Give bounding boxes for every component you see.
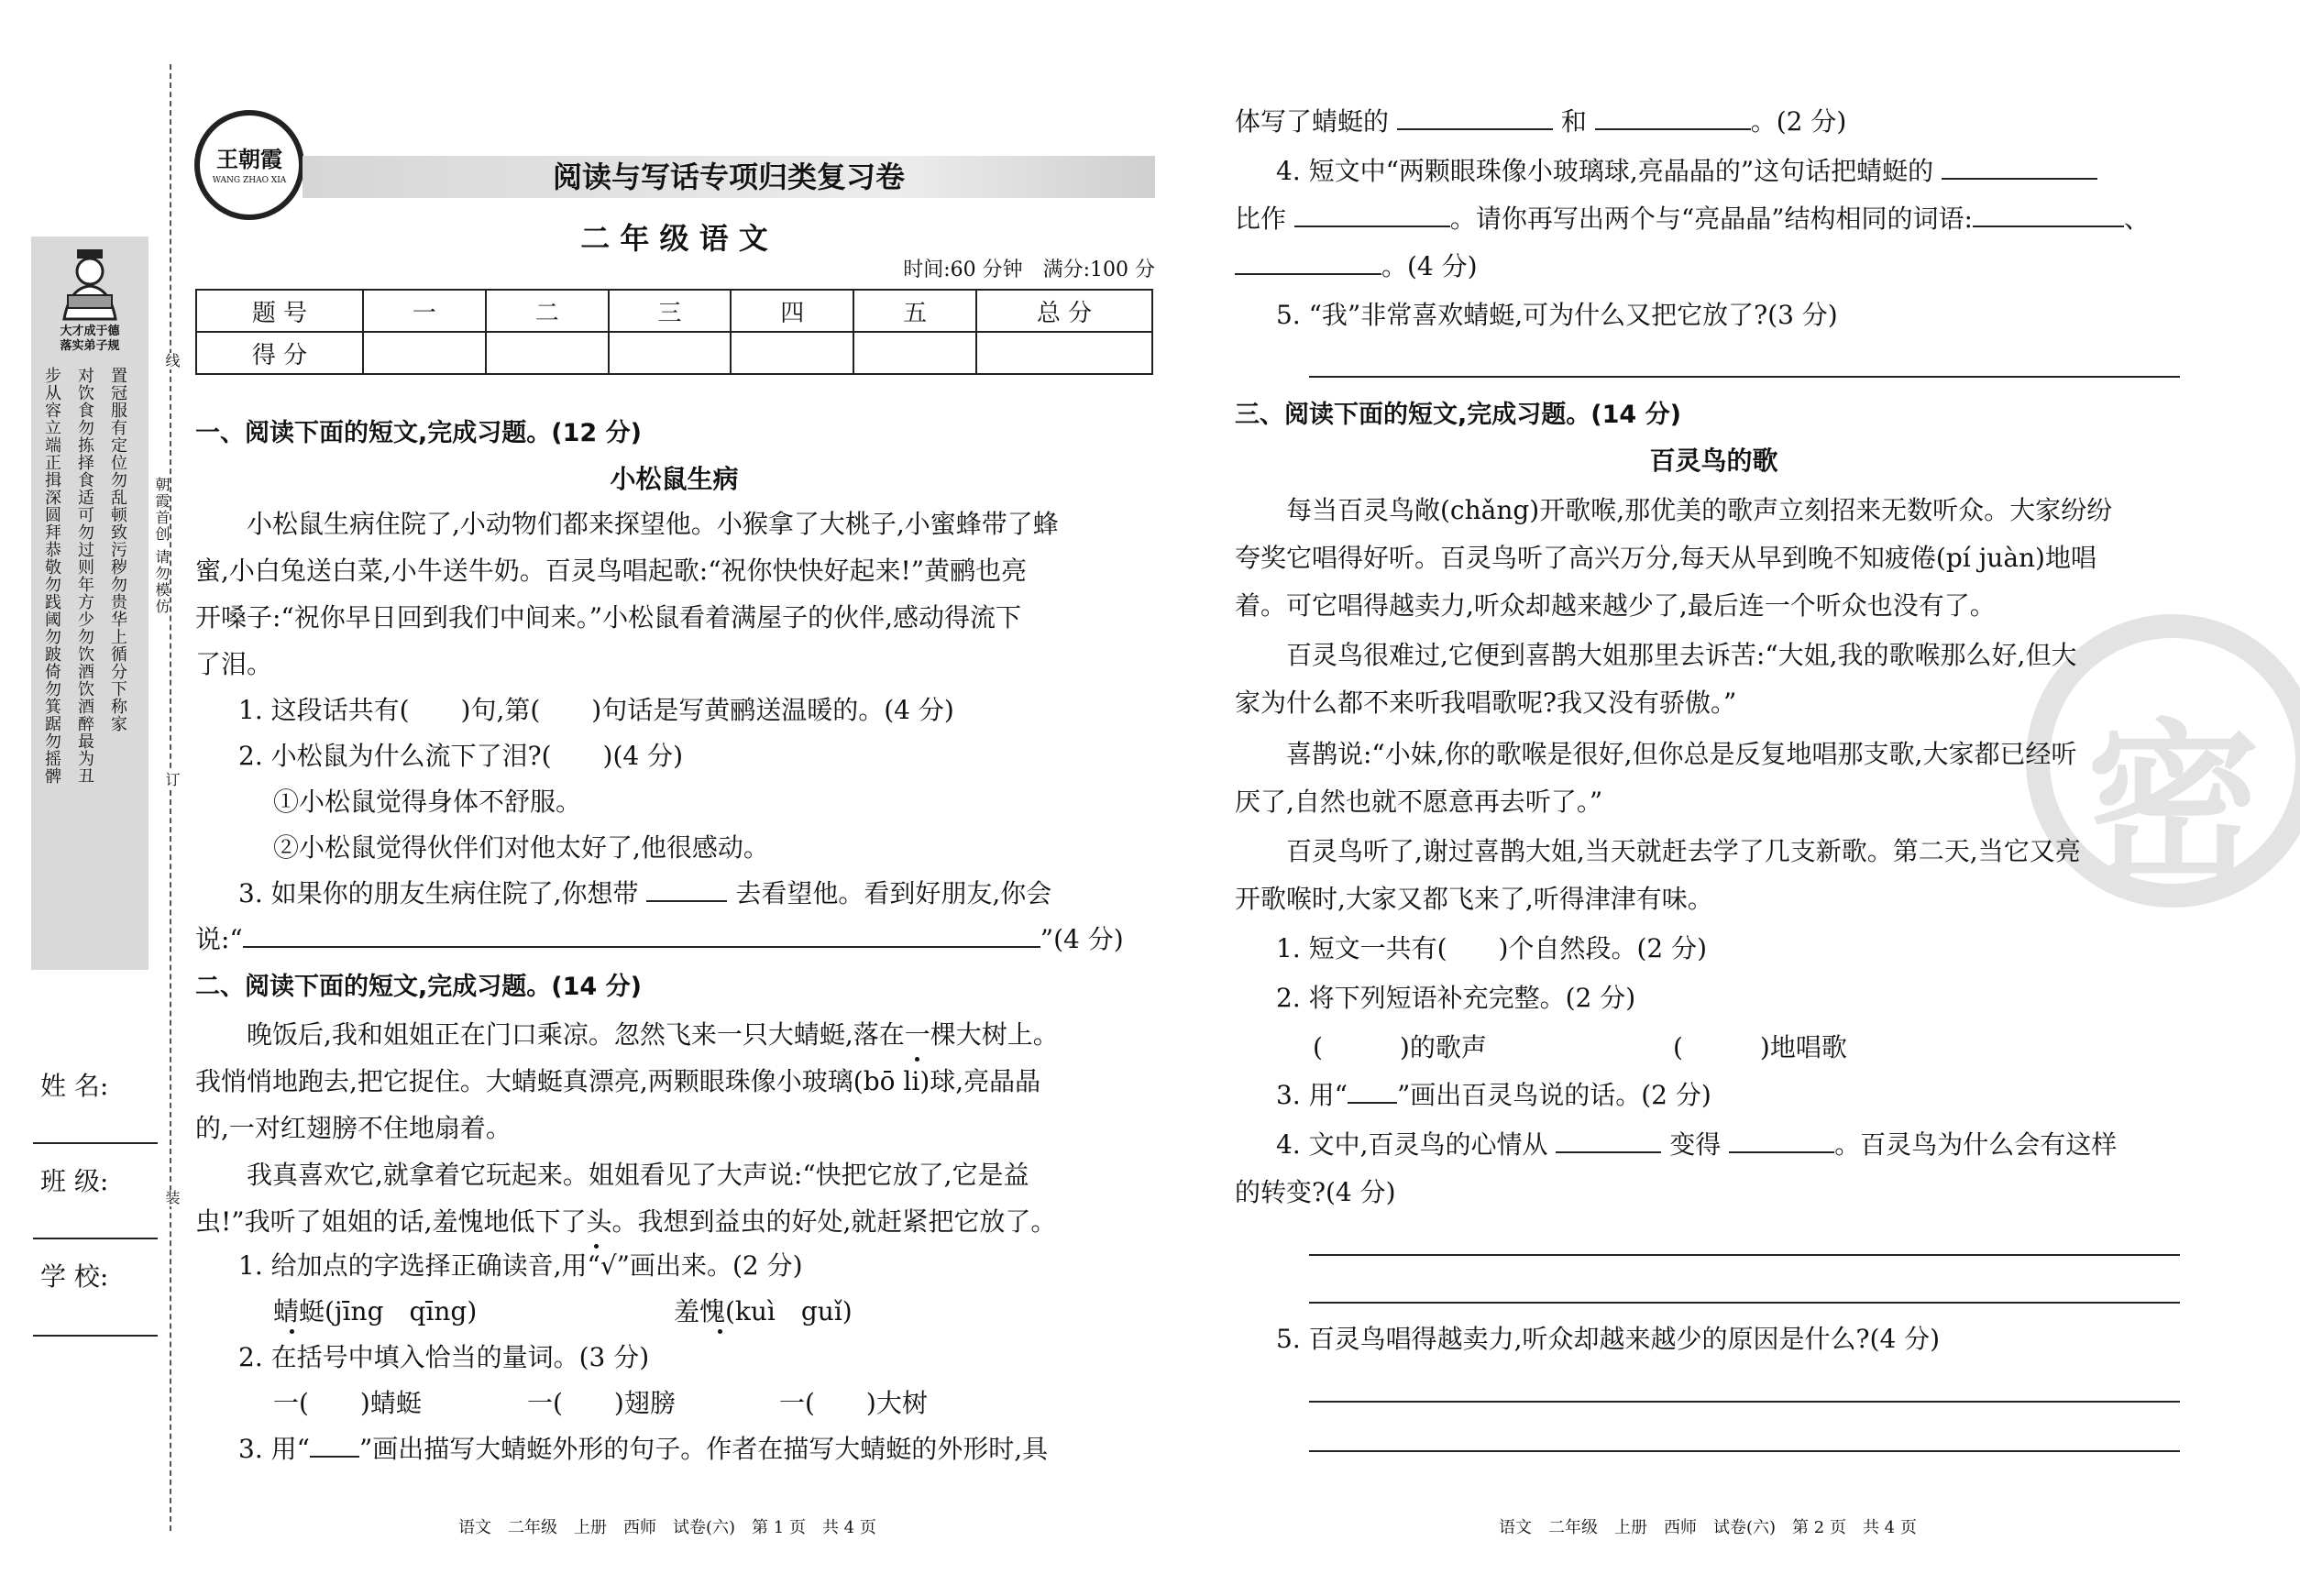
question-1-3-cont — [195, 924, 1124, 955]
paragraph-line: 我真喜欢它,就拿着它玩起来。姐姐看见了大声说:“快把它放了,它是益 — [195, 1160, 1029, 1190]
paragraph-line: 开嗓子:“祝你早日回到我们中间来。”小松鼠看着满屋子的伙伴,感动得流下 — [195, 602, 1021, 633]
question-text: 。(2 分) — [1750, 106, 1847, 137]
rule-column: 对饮食勿拣择食适可勿过则年方少勿饮酒饮酒醉最为丑 — [75, 367, 94, 785]
binding-label: 装 — [163, 1190, 181, 1206]
answer-blank[interactable] — [1294, 226, 1450, 227]
class-field[interactable] — [33, 1238, 158, 1239]
question-text: ”(4 分) — [1040, 924, 1124, 954]
phrase-item: ( )的歌声 — [1313, 1032, 1487, 1062]
answer-blank[interactable] — [310, 1456, 359, 1458]
paragraph-line: 的,一对红翅膀不住地扇着。 — [195, 1113, 512, 1143]
question-3-5: 5. 百灵鸟唱得越卖力,听众却越来越少的原因是什么?(4 分) — [1276, 1324, 1941, 1354]
paragraph-line: 喜鹊说:“小妹,你的歌喉是很好,但你总是反复地唱那支歌,大家都已经听 — [1235, 739, 2077, 769]
table-row — [196, 332, 1152, 374]
table-row-label: 得 分 — [196, 332, 363, 374]
answer-line[interactable] — [1309, 1302, 2180, 1304]
grade-title: 二 年 级 语 文 — [580, 221, 768, 256]
paragraph-line: 每当百灵鸟敞(chǎng)开歌喉,那优美的歌声立刻招来无数听众。大家纷纷 — [1235, 495, 2113, 525]
reading-option: 羞愧(kuì guǐ) — [674, 1296, 853, 1326]
watermark-seal: 密 — [2026, 614, 2300, 908]
question-text: 比作 — [1235, 204, 1287, 234]
question-2-4-cont — [1235, 251, 1478, 282]
logo — [194, 110, 304, 220]
question-3-4-cont: 的转变?(4 分) — [1235, 1177, 1396, 1207]
question-text: 说:“ — [195, 924, 243, 954]
paragraph-line: 百灵鸟听了,谢过喜鹊大姐,当天就赶去学了几支新歌。第二天,当它又亮 — [1235, 836, 2081, 866]
question-text: ”画出百灵鸟说的话。(2 分) — [1396, 1080, 1711, 1110]
scholar-icon — [51, 246, 128, 323]
section-3-title: 三、阅读下面的短文,完成习题。(14 分) — [1235, 401, 1681, 429]
answer-blank[interactable] — [1235, 273, 1381, 275]
page-footer: 语文 二年级 上册 西师 试卷(六) 第 2 页 共 4 页 — [1499, 1518, 1917, 1537]
cut-line — [170, 64, 171, 1531]
question-2-2: 2. 在括号中填入恰当的量词。(3 分) — [238, 1342, 650, 1372]
binding-label: 订 — [163, 772, 181, 788]
table-header-cell: 题 号 — [196, 290, 363, 332]
score-table — [195, 289, 1153, 375]
question-1-2: 2. 小松鼠为什么流下了泪?( )(4 分) — [238, 741, 684, 771]
answer-blank[interactable] — [243, 946, 1040, 948]
question-2-1: 1. 给加点的字选择正确读音,用“√”画出来。(2 分) — [238, 1250, 803, 1281]
table-header-cell: 四 — [731, 290, 853, 332]
paragraph-line: 虫!”我听了姐姐的话,羞愧地低下了头。我想到益虫的好处,就赶紧把它放了。 — [195, 1206, 1057, 1237]
sidebar-strip — [31, 237, 149, 970]
question-text: 体写了蜻蜓的 — [1235, 106, 1390, 137]
question-text: 、 — [2124, 204, 2151, 234]
name-label: 姓 名: — [40, 1071, 109, 1101]
question-2-4 — [1276, 156, 2097, 187]
question-text: 和 — [1560, 106, 1587, 137]
rule-column: 置冠服有定位勿乱顿致污秽勿贵华上循分下称家 — [108, 367, 127, 732]
answer-blank[interactable] — [1556, 1151, 1661, 1153]
answer-blank[interactable] — [1595, 128, 1751, 130]
question-3-4 — [1276, 1129, 2117, 1161]
question-3-3 — [1276, 1080, 1711, 1111]
option-a: ①小松鼠觉得身体不舒服。 — [273, 787, 582, 817]
paragraph-line: 百灵鸟很难过,它便到喜鹊大姐那里去诉苦:“大姐,我的歌喉那么好,但大 — [1235, 640, 2077, 670]
answer-blank[interactable] — [646, 900, 727, 902]
question-text: 。请你再写出两个与“亮晶晶”结构相同的词语: — [1449, 204, 1973, 234]
measure-word-item: 一( )翅膀 — [527, 1388, 676, 1418]
paragraph-line: 蜜,小白兔送白菜,小牛送牛奶。百灵鸟唱起歌:“祝你快快好起来!”黄鹂也亮 — [195, 556, 1028, 586]
question-3-1: 1. 短文一共有( )个自然段。(2 分) — [1276, 933, 1708, 963]
paragraph-line: 厌了,自然也就不愿意再去听了。” — [1235, 787, 1603, 817]
table-header-cell: 一 — [363, 290, 486, 332]
score-cell[interactable] — [363, 332, 486, 374]
question-3-2: 2. 将下列短语补充完整。(2 分) — [1276, 983, 1636, 1013]
story-3-title: 百灵鸟的歌 — [1649, 446, 1778, 476]
rule-column: 步从容立端正揖深圆拜恭敬勿践阈勿跛倚勿箕踞勿摇髀 — [42, 367, 61, 785]
measure-word-item: 一( )大树 — [779, 1388, 928, 1418]
score-cell[interactable] — [609, 332, 732, 374]
paragraph-line: 小松鼠生病住院了,小动物们都来探望他。小猴拿了大桃子,小蜜蜂带了蜂 — [195, 509, 1059, 539]
phrase-item: ( )地唱歌 — [1673, 1032, 1847, 1062]
question-text: 3. 如果你的朋友生病住院了,你想带 — [238, 878, 639, 908]
question-text: 。(4 分) — [1381, 251, 1478, 281]
question-text: 4. 短文中“两颗眼珠像小玻璃球,亮晶晶的”这句话把蜻蜓的 — [1276, 156, 1934, 186]
question-2-3-cont — [1235, 106, 1846, 138]
page-footer: 语文 二年级 上册 西师 试卷(六) 第 1 页 共 4 页 — [458, 1518, 876, 1537]
question-text: 。百灵鸟为什么会有这样 — [1834, 1129, 2118, 1160]
emphasis-dot — [718, 1329, 722, 1334]
motto: 大才成于德 落实弟子规 — [60, 325, 120, 353]
class-label: 班 级: — [40, 1166, 109, 1196]
emphasis-dot — [290, 1329, 294, 1334]
question-text: ”画出描写大蜻蜓外形的句子。作者在描写大蜻蜓的外形时,具 — [358, 1434, 1049, 1464]
question-2-5: 5. “我”非常喜欢蜻蜓,可为什么又把它放了?(3 分) — [1276, 300, 1838, 330]
score-cell[interactable] — [486, 332, 609, 374]
section-1-title: 一、阅读下面的短文,完成习题。(12 分) — [195, 419, 642, 447]
answer-blank[interactable] — [1397, 128, 1553, 130]
question-text: 4. 文中,百灵鸟的心情从 — [1276, 1129, 1548, 1160]
reading-option: 蜻蜓(jīng qīng) — [273, 1296, 478, 1326]
table-header-cell: 五 — [853, 290, 976, 332]
score-cell[interactable] — [731, 332, 853, 374]
emphasis-dot — [594, 1244, 599, 1249]
score-cell[interactable] — [976, 332, 1152, 374]
paragraph-line: 家为什么都不来听我唱歌呢?我又没有骄傲。” — [1235, 688, 1737, 718]
binding-label: 线 — [163, 353, 181, 369]
logo-text: 王朝霞 — [216, 146, 282, 172]
school-label: 学 校: — [40, 1261, 109, 1292]
banner-title: 阅读与写话专项归类复习卷 — [552, 160, 905, 194]
question-text: 去看望他。看到好朋友,你会 — [735, 878, 1052, 908]
section-2-title: 二、阅读下面的短文,完成习题。(14 分) — [195, 973, 642, 1001]
answer-line[interactable] — [1309, 1254, 2180, 1256]
score-cell[interactable] — [853, 332, 976, 374]
option-b: ②小松鼠觉得伙伴们对他太好了,他很感动。 — [273, 832, 769, 863]
school-field[interactable] — [33, 1335, 158, 1337]
question-text: 3. 用“ — [1276, 1080, 1348, 1110]
answer-blank[interactable] — [1942, 178, 2097, 180]
question-text: 变得 — [1669, 1129, 1722, 1160]
name-field[interactable] — [33, 1142, 158, 1144]
logo-subtext: WANG ZHAO XIA — [212, 176, 287, 185]
paragraph-line: 开歌喉时,大家又都飞来了,听得津津有味。 — [1235, 884, 1713, 914]
table-header-cell: 三 — [609, 290, 732, 332]
answer-line[interactable] — [1309, 1401, 2180, 1403]
paragraph-line: 我悄悄地跑去,把它捉住。大蜻蜓真漂亮,两颗眼珠像小玻璃(bō li)球,亮晶晶 — [195, 1066, 1041, 1096]
question-text: 3. 用“ — [238, 1434, 310, 1464]
question-2-3 — [238, 1434, 1048, 1465]
table-header-cell: 二 — [486, 290, 609, 332]
answer-blank[interactable] — [1348, 1102, 1397, 1104]
paragraph-line: 晚饭后,我和姐姐正在门口乘凉。忽然飞来一只大蜻蜓,落在一棵大树上。 — [195, 1019, 1059, 1050]
question-1-1: 1. 这段话共有( )句,第( )句话是写黄鹂送温暖的。(4 分) — [238, 695, 954, 725]
question-2-4-cont — [1235, 204, 2150, 235]
table-header-cell: 总 分 — [976, 290, 1152, 332]
paragraph-line: 着。可它唱得越卖力,听众却越来越少了,最后连一个听众也没有了。 — [1235, 590, 1996, 621]
emphasis-dot — [915, 1057, 919, 1062]
cut-note: 朝霞首创 请勿模仿 — [153, 477, 171, 616]
story-1-title: 小松鼠生病 — [610, 464, 739, 494]
paragraph-line: 了泪。 — [195, 649, 273, 679]
paragraph-line: 夸奖它唱得好听。百灵鸟听了高兴万分,每天从早到晚不知疲倦(pí juàn)地唱 — [1235, 543, 2096, 573]
question-1-3 — [238, 878, 1051, 909]
time-info: 时间:60 分钟 满分:100 分 — [903, 259, 1155, 281]
answer-line[interactable] — [1309, 376, 2180, 378]
answer-blank[interactable] — [1729, 1151, 1834, 1153]
answer-line[interactable] — [1309, 1450, 2180, 1452]
measure-word-item: 一( )蜻蜓 — [273, 1388, 422, 1418]
table-row — [196, 290, 1152, 332]
answer-blank[interactable] — [1973, 226, 2124, 227]
